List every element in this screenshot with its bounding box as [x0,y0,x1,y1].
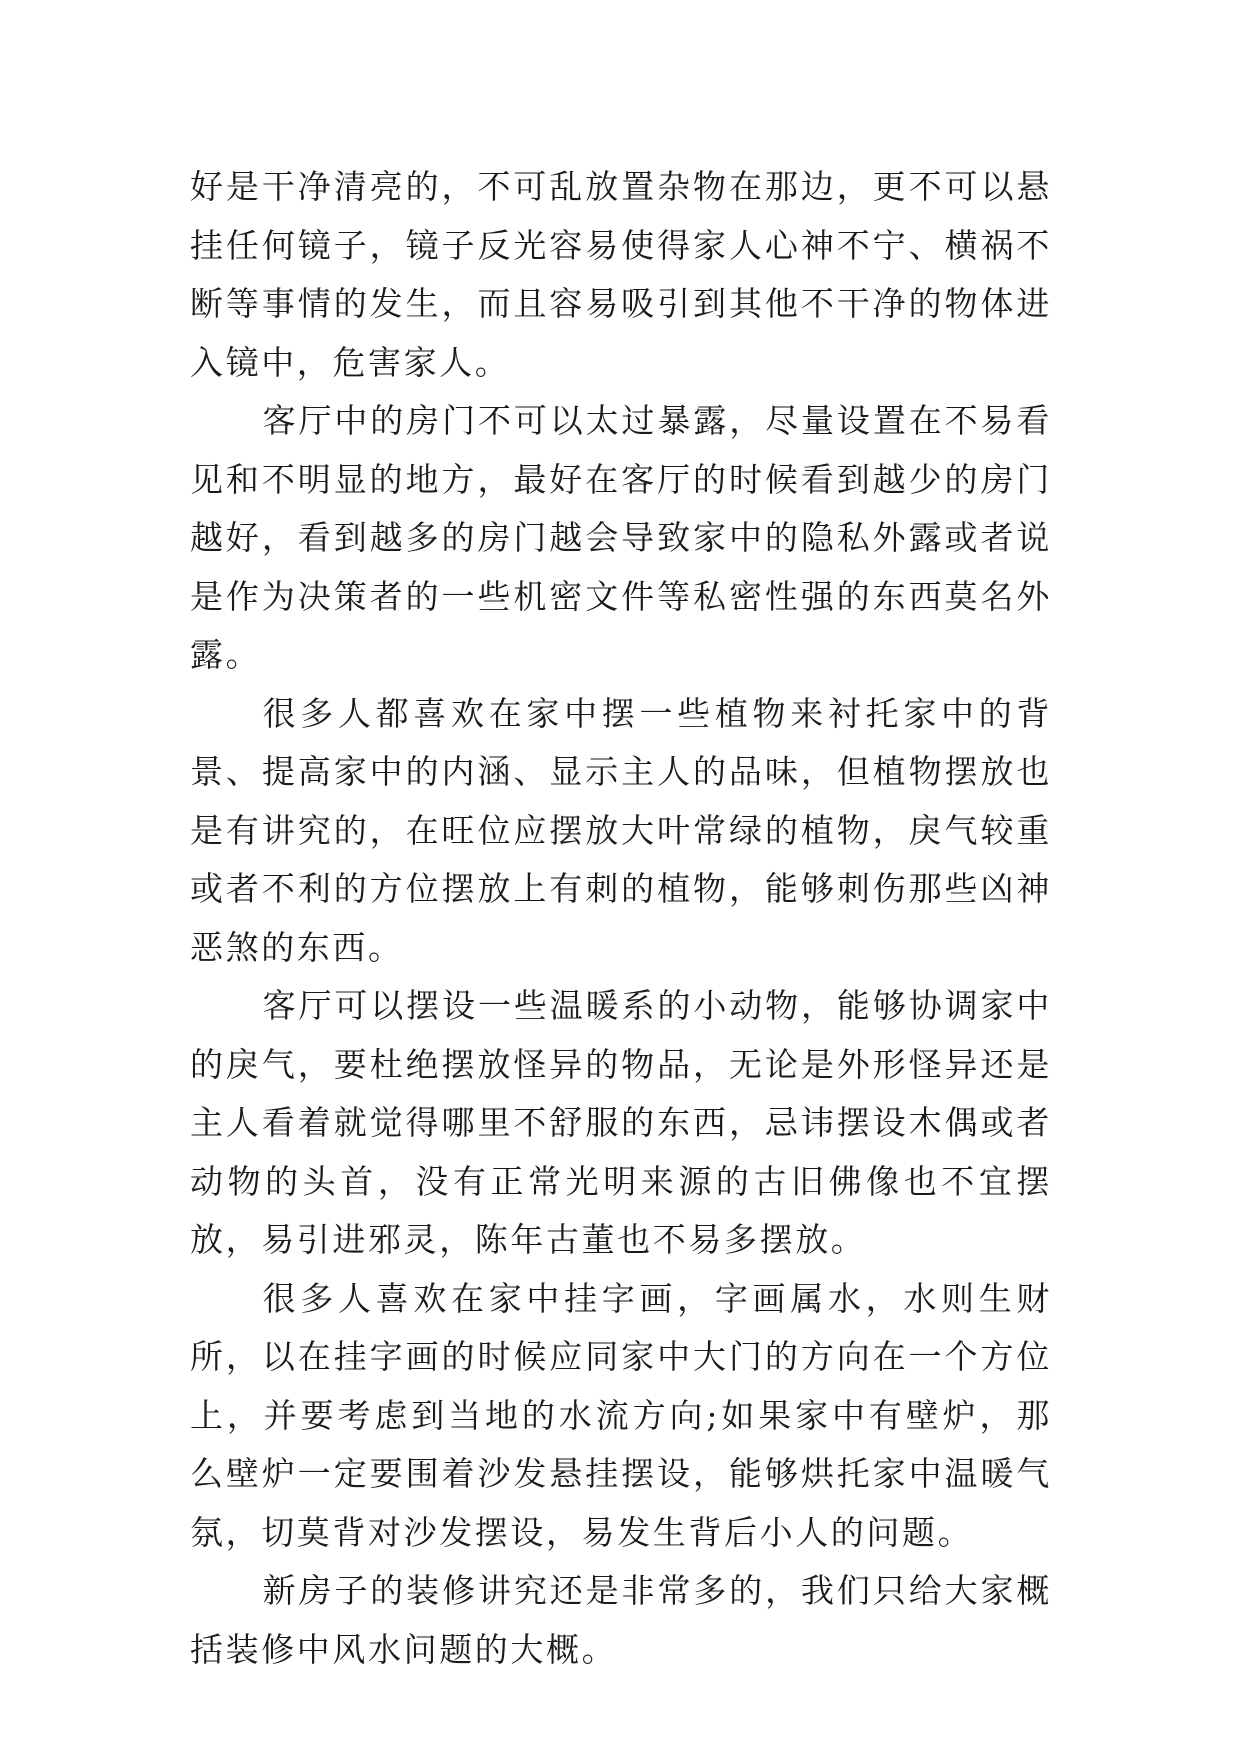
paragraph-5: 很多人喜欢在家中挂字画，字画属水，水则生财所，以在挂字画的时候应同家中大门的方向在一个方位上，并要考虑到当地的水流方向;如果家中有壁炉，那么壁炉一定要围着沙发悬挂摆设，能够烘托家中温暖气氛，切莫背对沙发摆设，易发生背后小人的问题。 [190,1278,1052,1552]
paragraph-4: 客厅可以摆设一些温暖系的小动物，能够协调家中的戾气，要杜绝摆放怪异的物品，无论是外形怪异还是主人看着就觉得哪里不舒服的东西，忌讳摆设木偶或者动物的头首，没有正常光明来源的古旧佛像也不宜摆放，易引进邪灵，陈年古董也不易多摆放。 [190,986,1052,1259]
paragraph-2: 客厅中的房门不可以太过暴露，尽量设置在不易看见和不明显的地方，最好在客厅的时候看到越少的房门越好，看到越多的房门越会导致家中的隐私外露或者说是作为决策者的一些机密文件等私密性强的东西莫名外露。 [190,401,1052,674]
paragraph-6: 新房子的装修讲究还是非常多的，我们只给大家概括装修中风水问题的大概。 [190,1571,1052,1669]
paragraph-3: 很多人都喜欢在家中摆一些植物来衬托家中的背景、提高家中的内涵、显示主人的品味，但植物摆放也是有讲究的，在旺位应摆放大叶常绿的植物，戾气较重或者不利的方位摆放上有刺的植物，能够刺伤那些凶神恶煞的东西。 [190,693,1052,967]
document-body [190,158,1052,1679]
paragraph-1: 好是干净清亮的，不可乱放置杂物在那边，更不可以悬挂任何镜子，镜子反光容易使得家人心神不宁、横祸不断等事情的发生，而且容易吸引到其他不干净的物体进入镜中，危害家人。 [190,167,1052,382]
